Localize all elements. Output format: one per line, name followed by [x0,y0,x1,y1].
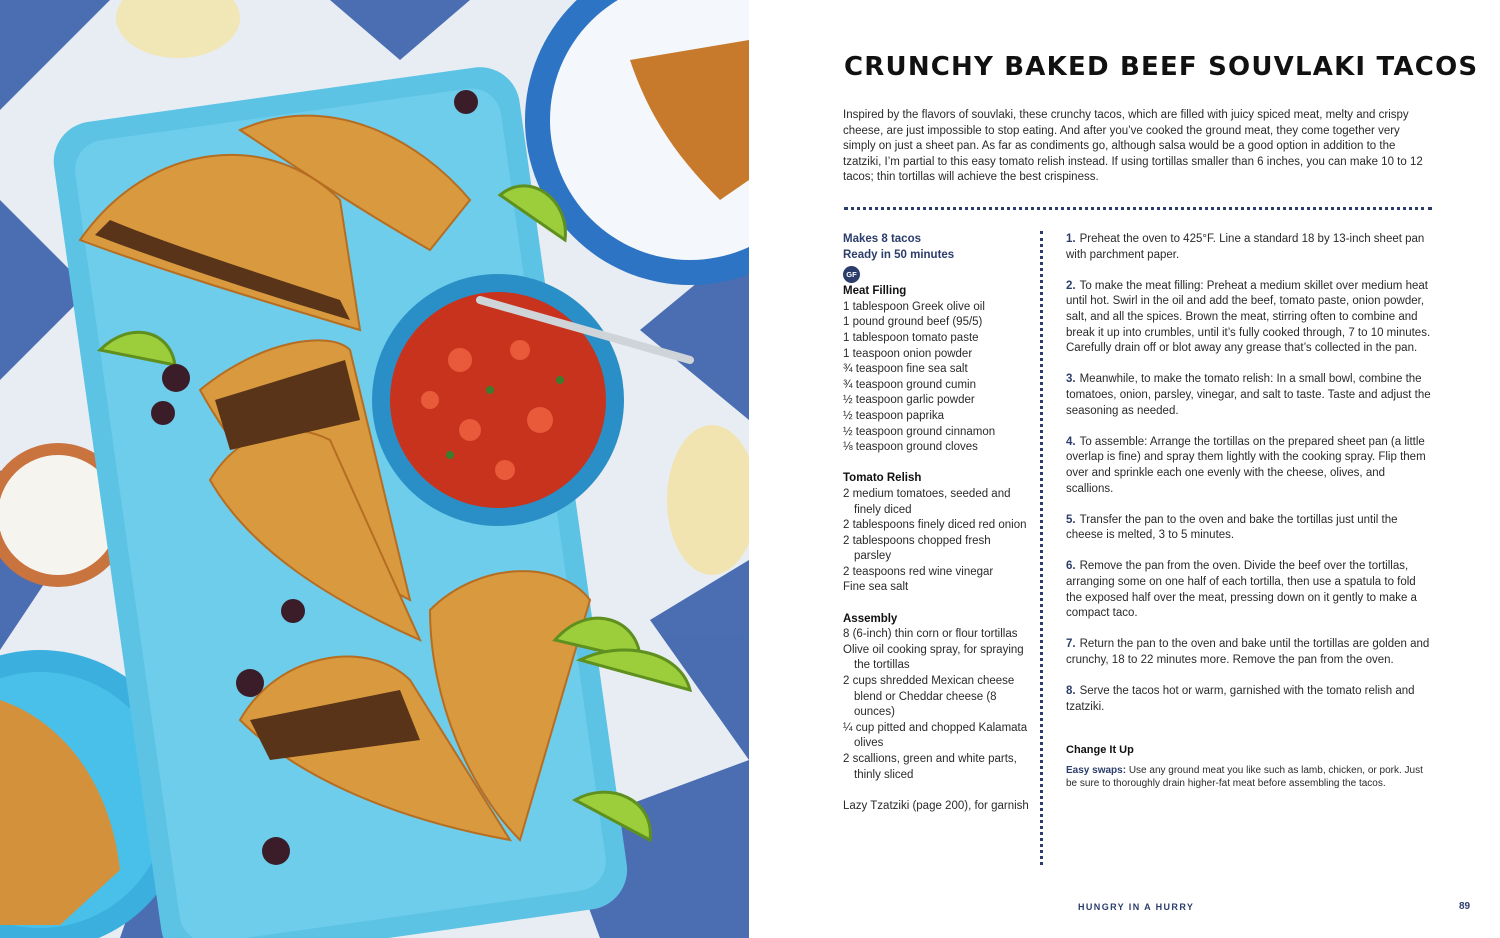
section-footer: HUNGRY IN A HURRY [1078,902,1195,912]
dotted-divider [844,207,1432,210]
ingredient-item: 1 tablespoon Greek olive oil [843,300,985,313]
method-step [1066,279,1432,357]
ingredient-item: 2 tablespoons chopped fresh parsley [843,534,991,563]
ingredient-item: 8 (6-inch) thin corn or flour tortillas [843,628,1018,641]
ingredient-item: 1 teaspoon onion powder [843,347,973,360]
ingredient-item: ⅛ teaspoon ground cloves [843,441,978,454]
ingredient-item: ½ teaspoon garlic powder [843,394,975,407]
meat-filling-heading: Meat Filling [843,285,907,298]
ingredient-item: 2 tablespoons finely diced red onion [843,519,1027,532]
step-text: To make the meat filling: Preheat a medium skillet over medium heat until hot. Swirl in the oil and add the beef, tomato paste, onion powder, salt, and all the spices. Brown the meat, stirring often to combine and break it up into crumbles, until it’s fully cooked through, 7 to 10 minutes. Carefully drain off or blot away any grease that’s collected in the pan. [1066,279,1431,355]
step-number: 7. [1066,638,1076,651]
ingredient-item: 2 scallions, green and white parts, thinly sliced [843,753,1017,781]
ingredient-item: ½ teaspoon ground cinnamon [843,425,996,438]
serving-garnish: Lazy Tzatziki (page 200), for garnish [843,799,1029,812]
tacos-illustration [0,0,749,938]
easy-swaps-text: Use any ground meat you like such as lamb, chicken, or pork. Just be sure to thoroughly drain higher-fat meat before assembling the tacos. [1066,765,1423,789]
step-text: Serve the tacos hot or warm, garnished with the tomato relish and tzatziki. [1066,685,1415,713]
step-text: Remove the pan from the oven. Divide the beef over the tortillas, arranging some on one half of each tortilla, then use a spatula to fold the exposed half over the meat, pressing down on it gently to make a compact taco. [1066,560,1417,620]
meat-filling-list [843,300,1029,456]
step-number: 2. [1066,279,1076,292]
method-step [1066,513,1432,544]
ingredient-item: Fine sea salt [843,581,909,594]
ingredient-item: ¾ teaspoon fine sea salt [843,363,968,376]
step-text: Transfer the pan to the oven and bake the tortillas just until the cheese is melted, 3 to 5 minutes. [1066,513,1398,542]
step-number: 1. [1066,233,1076,245]
method-step [1066,232,1432,263]
food-photo [0,0,749,938]
method-step [1066,559,1432,621]
column-divider [1040,231,1043,865]
ingredient-item: ½ teaspoon paprika [843,409,945,422]
ingredients-column [843,232,1029,814]
tomato-relish-heading: Tomato Relish [843,472,922,485]
step-number: 6. [1066,560,1076,573]
step-number: 5. [1066,513,1076,526]
method-column [1066,232,1432,790]
ingredient-item: ¼ cup pitted and chopped Kalamata olives [843,721,1028,750]
assembly-heading: Assembly [843,612,898,625]
step-number: 4. [1066,435,1076,448]
tomato-relish-list [843,487,1029,596]
step-text: Return the pan to the oven and bake until the tortillas are golden and crunchy, 18 to 22 minutes more. Remove the pan from the oven. [1066,638,1430,667]
ingredient-item: 1 pound ground beef (95/5) [843,316,983,329]
step-number: 8. [1066,685,1076,698]
easy-swaps-label: Easy swaps: [1066,765,1127,776]
ingredient-item: Olive oil cooking spray, for spraying the tortillas [843,643,1024,672]
step-text: Preheat the oven to 425°F. Line a standard 18 by 13-inch sheet pan with parchment paper. [1066,233,1425,261]
method-step [1066,684,1432,715]
step-text: Meanwhile, to make the tomato relish: In a small bowl, combine the tomatoes, onion, parsley, vinegar, and salt to taste. Taste and adjust the seasoning as needed. [1066,373,1431,417]
page-number: 89 [1459,901,1471,912]
method-step [1066,435,1432,497]
yield-ready-time: Ready in 50 minutes [843,248,955,261]
method-step [1066,637,1432,668]
change-it-up-heading: Change It Up [1066,744,1134,757]
assembly-list [843,627,1029,783]
easy-swaps-note [1066,764,1432,790]
gluten-free-badge: GF [843,266,860,283]
recipe-intro: Inspired by the flavors of souvlaki, these crunchy tacos, which are filled with juicy spiced meat, melty and crispy cheese, are just impossible to stop eating. And after you’ve cooked the ground meat, they come together very simply on just a sheet pan. As far as condiments go, although salsa would be a good option in addition to the tzatziki, I’m partial to this easy tomato relish instead. If using tortillas smaller than 6 inches, you can make 10 to 12 tacos; thin tortillas will achieve the best crispiness. [843,109,1423,184]
recipe-page [749,0,1500,938]
step-text: To assemble: Arrange the tortillas on the prepared sheet pan (a little overlap is fine) and spray them lightly with the cooking spray. Flip them over and sprinkle each one evenly with the cheese, olives, and scallions. [1066,435,1426,495]
ingredient-item: ¾ teaspoon ground cumin [843,378,976,391]
method-step [1066,372,1432,419]
ingredient-item: 1 tablespoon tomato paste [843,331,979,344]
recipe-title: CRUNCHY BAKED BEEF SOUVLAKI TACOS [844,52,1479,82]
yield-makes: Makes 8 tacos [843,233,921,245]
ingredient-item: 2 cups shredded Mexican cheese blend or Cheddar cheese (8 ounces) [843,675,1015,719]
ingredient-item: 2 teaspoons red wine vinegar [843,565,994,578]
ingredient-item: 2 medium tomatoes, seeded and finely diced [843,487,1011,516]
step-number: 3. [1066,373,1076,386]
